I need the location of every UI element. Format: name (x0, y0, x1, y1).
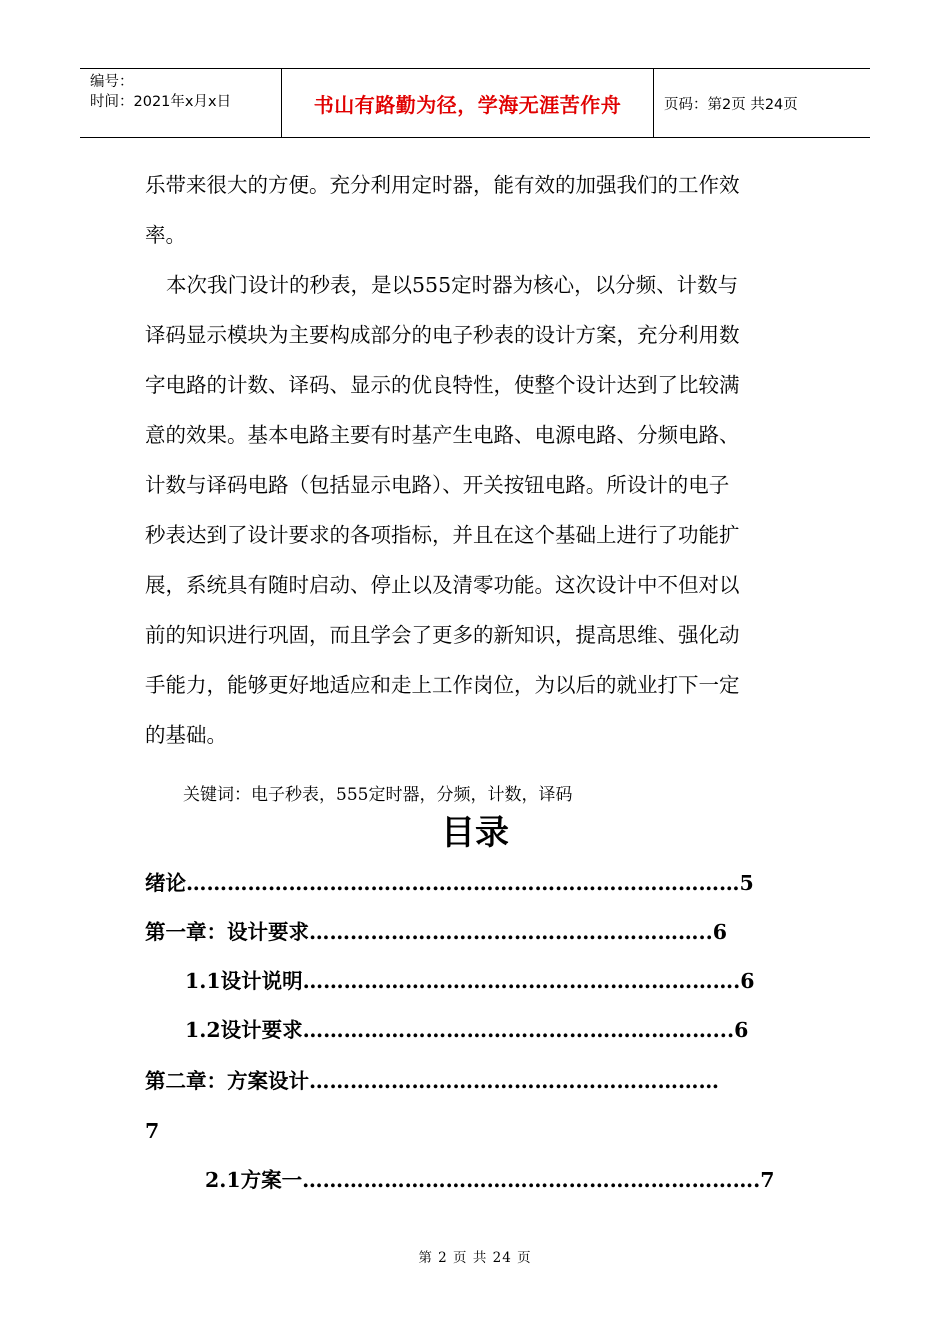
body-line: 的基础。 (145, 723, 227, 747)
toc-entry-chapter-1[interactable]: 第一章：设计要求…………………………………………………..6 (145, 920, 728, 944)
toc-entry-chapter-2[interactable]: 第二章：方案设计…………………………………………………… (145, 1069, 719, 1093)
page-footer: 第 2 页 共 24 页 (418, 1250, 532, 1266)
body-line: 手能力，能够更好地适应和走上工作岗位，为以后的就业打下一定 (145, 673, 740, 697)
document-number-label: 编号： (90, 74, 134, 90)
header-slogan: 书山有路勤为径，学海无涯苦作舟 (282, 69, 654, 137)
keywords: 关键词：电子秒表，555定时器，分频，计数，译码 (183, 785, 573, 805)
body-line: 展，系统具有随时启动、停止以及清零功能。这次设计中不但对以 (145, 573, 740, 597)
header-page-info: 页码：第2页 共24页 (664, 96, 798, 113)
body-line: 意的效果。基本电路主要有时基产生电路、电源电路、分频电路、 (145, 423, 740, 447)
body-line: 前的知识进行巩固，而且学会了更多的新知识，提高思维、强化动 (145, 623, 740, 647)
toc-entry-2-1[interactable]: 2.1方案一………………………………………………………….7 (205, 1168, 775, 1192)
document-date: 时间：2021年x月x日 (90, 94, 232, 110)
toc-entry-intro[interactable]: 绪论………………………………………………………………………5 (145, 871, 754, 895)
body-line: 本次我门设计的秒表，是以555定时器为核心，以分频、计数与 (166, 273, 739, 297)
abstract-body (145, 160, 797, 760)
body-line: 计数与译码电路（包括显示电路）、开关按钮电路。所设计的电子 (145, 473, 730, 497)
toc-entry-1-1[interactable]: 1.1设计说明……………………………………………………….6 (185, 969, 755, 993)
toc-entry-1-2[interactable]: 1.2设计要求……………………………………………………...6 (185, 1018, 749, 1042)
toc-entry-chapter-2-page: 7 (145, 1119, 160, 1143)
body-line: 率。 (145, 223, 186, 247)
body-line: 秒表达到了设计要求的各项指标，并且在这个基础上进行了功能扩 (145, 523, 740, 547)
toc-title: 目录 (441, 813, 509, 853)
body-line: 译码显示模块为主要构成部分的电子秒表的设计方案，充分利用数 (145, 323, 740, 347)
body-line: 字电路的计数、译码、显示的优良特性，使整个设计达到了比较满 (145, 373, 740, 397)
page-header (80, 68, 870, 138)
body-line: 乐带来很大的方便。充分利用定时器，能有效的加强我们的工作效 (145, 173, 740, 197)
header-meta (80, 69, 282, 137)
